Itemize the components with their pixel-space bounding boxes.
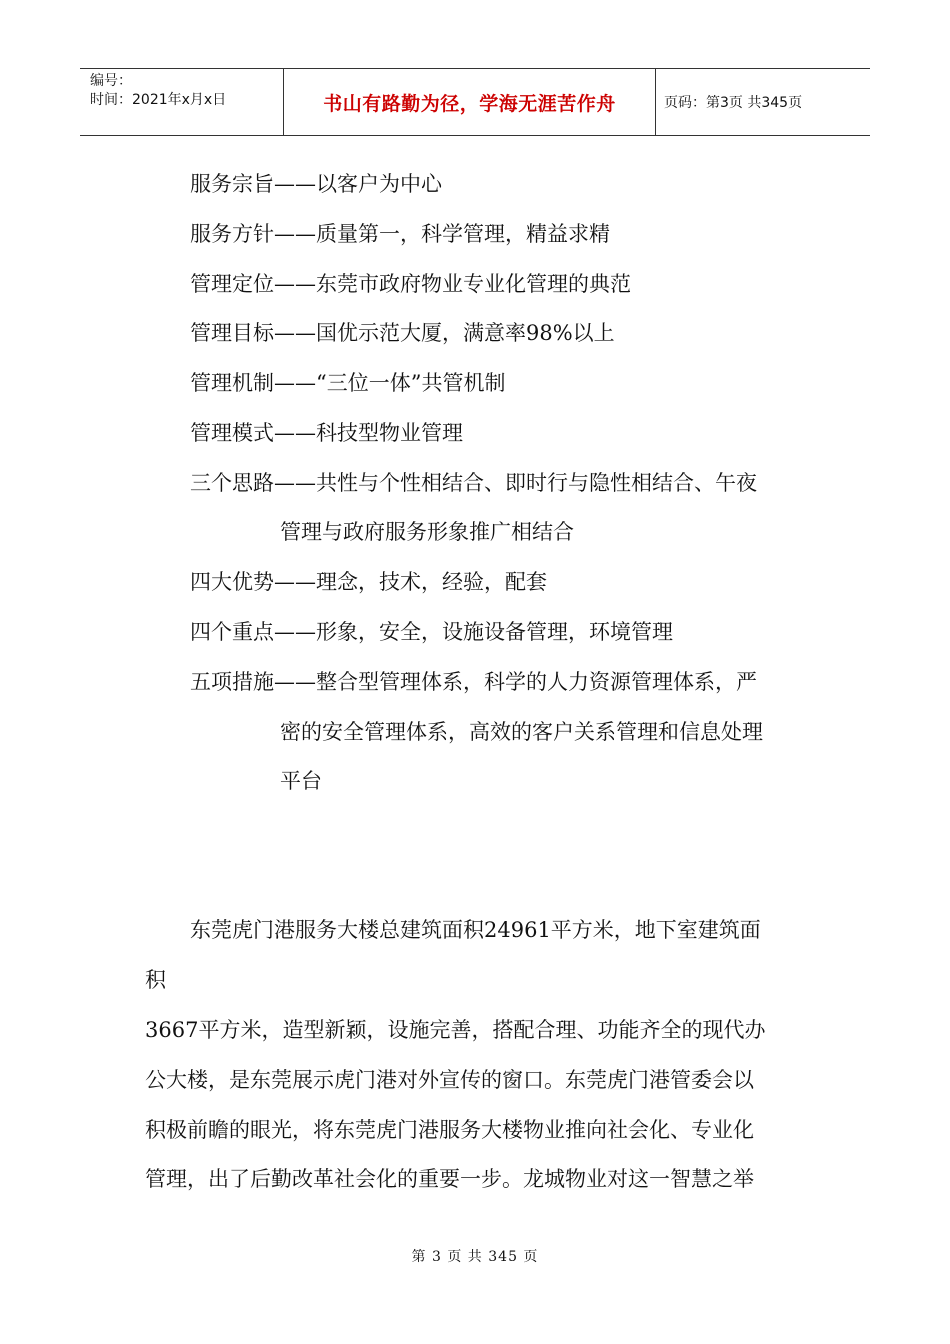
- paragraph-line: 管理，出了后勤改革社会化的重要一步。龙城物业对这一智慧之举: [145, 1167, 754, 1191]
- page-header: [80, 68, 870, 136]
- text-line: 五项措施——整合型管理体系，科学的人力资源管理体系，严: [190, 670, 757, 694]
- text-line: 服务方针——质量第一，科学管理，精益求精: [190, 222, 610, 246]
- text-line: 三个思路——共性与个性相结合、即时行与隐性相结合、午夜: [190, 471, 757, 495]
- document-time-label: 时间：2021年x月x日: [90, 92, 227, 108]
- text-line: 管理与政府服务形象推广相结合: [280, 520, 574, 544]
- text-line: 管理模式——科技型物业管理: [190, 421, 463, 445]
- text-line: 管理目标——国优示范大厦，满意率98%以上: [190, 321, 615, 345]
- header-page-info: 页码：第3页 共345页: [664, 95, 803, 111]
- text-line: 密的安全管理体系，高效的客户关系管理和信息处理: [280, 720, 763, 744]
- text-line: 管理机制——“三位一体”共管机制: [190, 371, 506, 395]
- text-line: 四大优势——理念，技术，经验，配套: [190, 570, 547, 594]
- text-line: 平台: [280, 769, 322, 793]
- header-meta: [80, 69, 283, 135]
- header-motto: 书山有路勤为径，学海无涯苦作舟: [283, 69, 656, 135]
- text-line: 管理定位——东莞市政府物业专业化管理的典范: [190, 272, 631, 296]
- document-number-label: 编号：: [90, 73, 132, 89]
- paragraph-line: 公大楼，是东莞展示虎门港对外宣传的窗口。东莞虎门港管委会以: [145, 1068, 754, 1092]
- text-line: 四个重点——形象，安全，设施设备管理，环境管理: [190, 620, 673, 644]
- paragraph-line: 积: [145, 968, 166, 992]
- text-line: 服务宗旨——以客户为中心: [190, 172, 442, 196]
- paragraph-line: 东莞虎门港服务大楼总建筑面积24961平方米，地下室建筑面: [190, 918, 761, 942]
- paragraph-line: 积极前瞻的眼光，将东莞虎门港服务大楼物业推向社会化、专业化: [145, 1118, 754, 1142]
- page-footer: 第 3 页 共 345 页: [411, 1249, 539, 1265]
- paragraph-line: 3667平方米，造型新颖，设施完善，搭配合理、功能齐全的现代办: [145, 1018, 766, 1042]
